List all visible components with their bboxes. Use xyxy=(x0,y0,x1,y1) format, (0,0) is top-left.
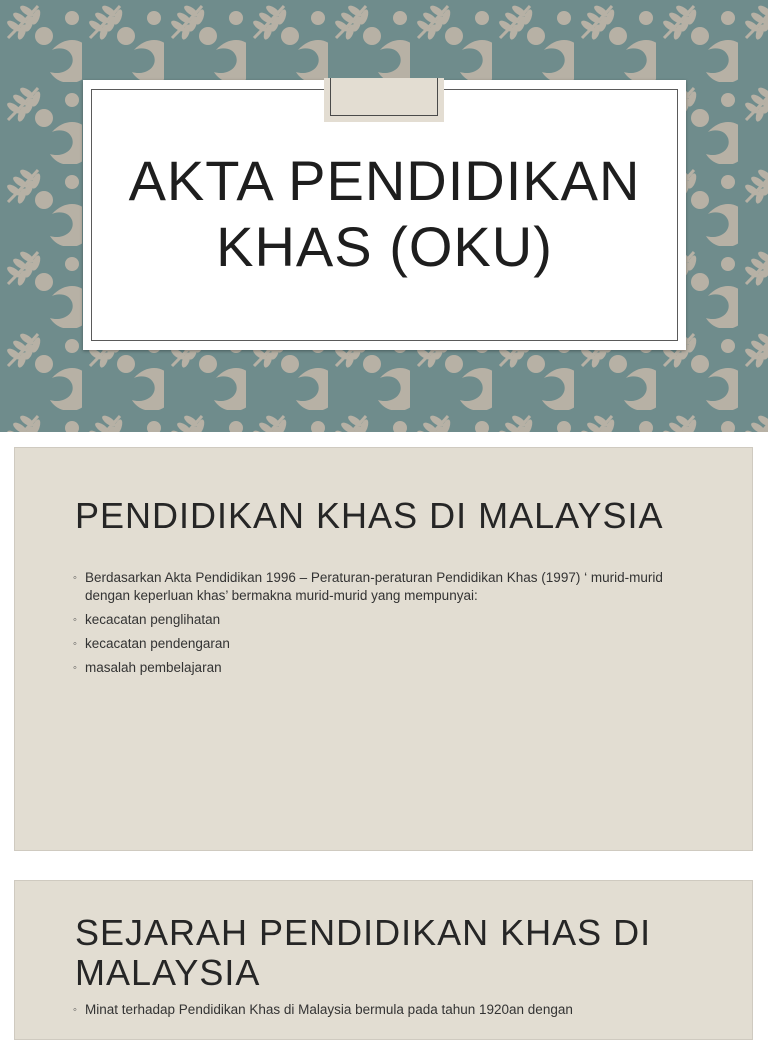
list-item: ◦ kecacatan penglihatan xyxy=(73,612,221,627)
bullet-icon: ◦ xyxy=(73,614,77,626)
slide-heading: SEJARAH PENDIDIKAN KHAS DI MALAYSIA xyxy=(75,912,652,993)
list-item: ◦ masalah pembelajaran xyxy=(73,660,222,675)
title-slide xyxy=(0,0,768,432)
list-item: ◦ Berdasarkan Akta Pendidikan 1996 – Peraturan-peraturan Pendidikan Khas (1997) ‘ murid-murid dengan keperluan khas’ bermakna murid-murid yang mempunyai: xyxy=(73,570,663,603)
slide-pendidikan-khas[interactable] xyxy=(14,447,753,851)
list-item: ◦ Minat terhadap Pendidikan Khas di Malaysia bermula pada tahun 1920an dengan xyxy=(73,1002,573,1017)
bullet-list xyxy=(73,1001,696,1025)
slide-sejarah[interactable] xyxy=(14,880,753,1040)
list-item: ◦ kecacatan pendengaran xyxy=(73,636,230,651)
bullet-icon: ◦ xyxy=(73,638,77,650)
slide-title: AKTA PENDIDIKAN KHAS (OKU) xyxy=(128,149,641,278)
title-tab-decoration xyxy=(324,78,444,122)
bullet-list xyxy=(73,569,696,683)
title-card xyxy=(83,80,686,350)
bullet-icon: ◦ xyxy=(73,662,77,674)
bullet-icon: ◦ xyxy=(73,572,77,584)
bullet-icon: ◦ xyxy=(73,1004,77,1016)
slide-heading: PENDIDIKAN KHAS DI MALAYSIA xyxy=(75,495,664,536)
